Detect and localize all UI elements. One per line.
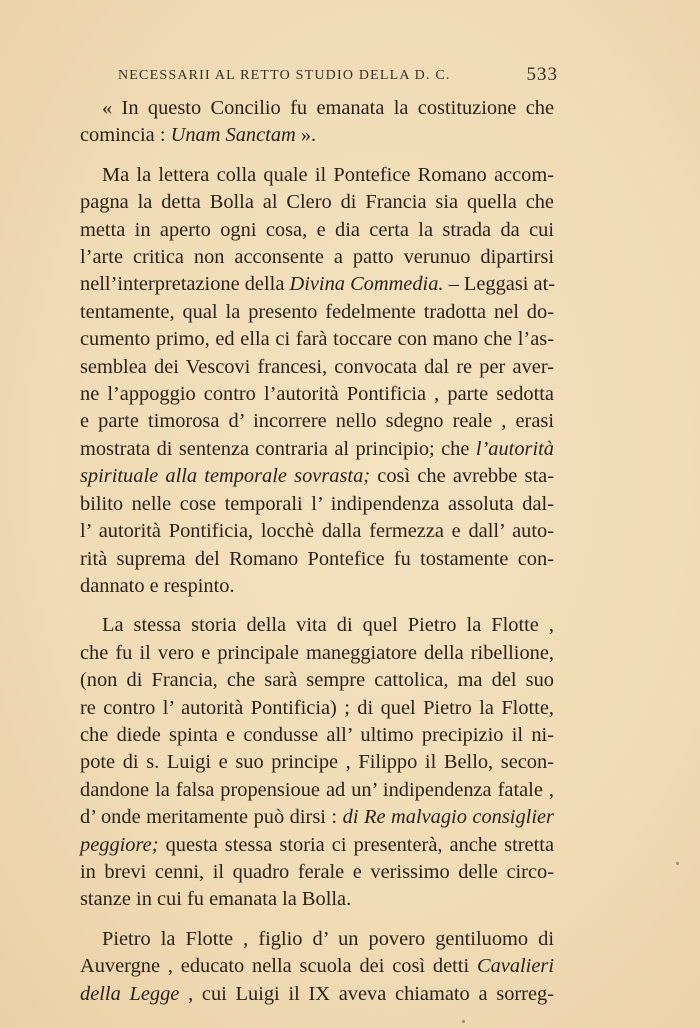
text-line: [80, 217, 554, 244]
text-line: [80, 832, 554, 859]
text-line: [80, 162, 554, 189]
text-run: l’arte critica non acconsente a patto verunuo dipartirsi: [80, 246, 554, 269]
text-run: Auvergne , educato nella scuola dei così detti: [80, 955, 477, 978]
text-run: pote di s. Luigi e suo principe , Filippo il Bello, secon-: [80, 751, 554, 774]
text-run: rità suprema del Romano Pontefice fu tostamente con-: [80, 547, 554, 570]
text-run: cumento primo, ed ella ci farà toccare con mano che l’as-: [80, 328, 554, 351]
text-run: semblea dei Vescovi francesi, convocata dal re per aver-: [80, 355, 554, 378]
page-number: 533: [526, 64, 558, 85]
text-run: – Leggasi at-: [443, 273, 556, 296]
text-run: così che avrebbe sta-: [370, 465, 554, 488]
text-line: [80, 491, 554, 518]
text-run: pagna la detta Bolla al Clero di Francia sia quella che: [80, 191, 554, 214]
italic-text: Cavalieri: [476, 955, 554, 978]
paragraph-gap: [80, 150, 554, 162]
text-line: [80, 518, 554, 545]
text-run: « In questo Concilio fu emanata la costituzione che: [102, 97, 554, 119]
text-run: ne l’appoggio contro l’autorità Pontificia , parte sedotta: [80, 383, 554, 406]
text-run: , cui Luigi il IX aveva chiamato a sorreg-: [179, 982, 555, 1005]
text-line: [80, 381, 554, 408]
text-run: tentamente, qual la presento fedelmente tradotta nel do-: [80, 300, 554, 323]
text-run: ».: [295, 124, 317, 147]
paragraph: [80, 95, 554, 150]
text-line: [80, 546, 554, 573]
text-run: d’ onde meritamente può dirsi :: [80, 806, 343, 829]
italic-text: Divina Commedia.: [289, 273, 444, 296]
text-run: re contro l’ autorità Pontificia) ; di quel Pietro la Flotte,: [80, 696, 554, 719]
text-line: [80, 926, 554, 953]
text-line: [80, 95, 554, 122]
text-run: nell’interpretazione della: [80, 273, 290, 296]
text-line: [80, 777, 554, 804]
text-line: [80, 749, 554, 776]
text-run: metta in aperto ogni cosa, e dia certa la strada da cui: [80, 218, 554, 241]
text-line: [80, 122, 554, 149]
text-run: Pietro la Flotte , figlio d’ un povero gentiluomo di: [102, 927, 554, 950]
text-run: comincia :: [80, 124, 171, 147]
paragraph-gap: [80, 914, 554, 926]
text-run: stanze in cui fu emanata la Bolla.: [80, 888, 352, 911]
text-run: (non di Francia, che sarà sempre cattolica, ma del suo: [80, 669, 554, 692]
text-line: [80, 326, 554, 353]
text-line: [80, 667, 554, 694]
text-line: [80, 722, 554, 749]
text-run: bilito nelle cose temporali l’ indipendenza assoluta dal-: [80, 492, 554, 515]
text-run: mostrata di sentenza contraria al principio; che: [80, 437, 476, 460]
text-line: [80, 953, 554, 980]
italic-text: peggiore;: [80, 833, 159, 856]
italic-text: Unam Sanctam: [170, 124, 296, 147]
paragraph-gap: [80, 600, 554, 612]
text-line: [80, 436, 554, 463]
italic-text: l’autorità: [475, 437, 554, 460]
text-line: [80, 271, 554, 298]
paragraph: [80, 926, 554, 1008]
italic-text: spirituale alla temporale sovrasta;: [80, 465, 371, 488]
italic-text: di Re malvagio consiglier: [342, 806, 554, 829]
text-run: dannato e respinto.: [80, 574, 235, 597]
text-run: questa stessa storia ci presenterà, anche stretta: [158, 833, 554, 856]
running-title: NECESSARII AL RETTO STUDIO DELLA D. C.: [118, 68, 451, 83]
page-header: [118, 64, 558, 90]
paper-speck: [462, 1020, 465, 1023]
text-line: [80, 244, 554, 271]
text-line: [80, 573, 554, 600]
text-line: [80, 886, 554, 913]
text-line: [80, 299, 554, 326]
italic-text: della Legge: [80, 982, 180, 1005]
text-run: che diede spinta e condusse all’ ultimo precipizio il ni-: [80, 723, 554, 746]
text-line: [80, 981, 554, 1008]
text-run: dandone la falsa propensioue ad un’ indipendenza fatale ,: [80, 778, 554, 801]
body-text: [80, 95, 554, 1008]
text-line: [80, 354, 554, 381]
text-run: in brevi cenni, il quadro ferale e verissimo delle circo-: [80, 860, 554, 883]
text-run: Ma la lettera colla quale il Pontefice Romano accom-: [102, 163, 554, 186]
text-line: [80, 695, 554, 722]
text-line: [80, 804, 554, 831]
paragraph: [80, 612, 554, 913]
text-run: l’ autorità Pontificia, locchè dalla fermezza e dall’ auto-: [80, 520, 554, 543]
text-line: [80, 463, 554, 490]
text-line: [80, 859, 554, 886]
text-line: [80, 612, 554, 639]
text-run: La stessa storia della vita di quel Pietro la Flotte ,: [102, 614, 554, 637]
text-line: [80, 640, 554, 667]
paper-speck: [676, 862, 679, 865]
text-line: [80, 408, 554, 435]
paragraph: [80, 162, 554, 601]
text-run: che fu il vero e principale maneggiatore della ribellione,: [80, 641, 554, 664]
text-line: [80, 189, 554, 216]
text-run: e parte timorosa d’ incorrere nello sdegno reale , erasi: [80, 410, 554, 433]
